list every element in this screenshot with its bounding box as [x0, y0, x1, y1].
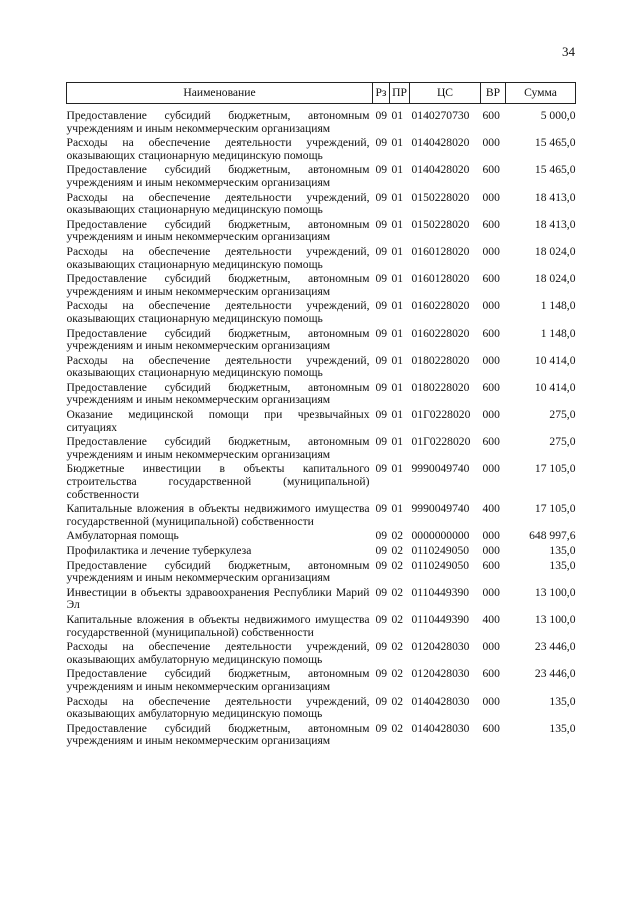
- cell-cs: 0150228020: [411, 217, 470, 231]
- cell-vr: 600: [482, 163, 500, 177]
- cell-sum: 23 446,0: [534, 667, 576, 681]
- table-row: [67, 668, 576, 695]
- cell-name: Бюджетные инвестиции в объекты капитального строительства государственной (муниципальной) собственности: [66, 462, 370, 501]
- header-sum: Сумма: [506, 83, 576, 104]
- table-row: [67, 164, 576, 191]
- table-row: [67, 545, 576, 560]
- cell-pr: 01: [391, 380, 404, 394]
- cell-pr: 01: [391, 217, 404, 231]
- cell-vr: 000: [482, 640, 500, 654]
- cell-name: Оказание медицинской помощи при чрезвычайных ситуациях: [66, 408, 370, 434]
- cell-name: Расходы на обеспечение деятельности учреждений, оказывающих амбулаторную медицинскую помощь: [66, 694, 370, 721]
- cell-vr: 000: [482, 544, 500, 557]
- cell-cs: 0140428020: [411, 136, 470, 150]
- cell-pr: 01: [391, 408, 404, 422]
- table-row: [67, 192, 576, 219]
- cell-sum: 1 148,0: [540, 326, 576, 340]
- cell-cs: 9990049740: [411, 502, 470, 516]
- cell-rz: 09: [375, 272, 388, 286]
- cell-vr: 000: [482, 408, 500, 422]
- cell-name: Расходы на обеспечение деятельности учреждений, оказывающих стационарную медицинскую помощь: [66, 190, 370, 217]
- header-rz: Рз: [373, 83, 390, 104]
- cell-pr: 02: [391, 612, 404, 626]
- cell-name: Предоставление субсидий бюджетным, автономным учреждениям и иным некоммерческим организациям: [66, 558, 370, 585]
- cell-vr: 000: [482, 462, 500, 476]
- cell-pr: 01: [391, 163, 404, 177]
- cell-sum: 15 465,0: [534, 136, 576, 150]
- cell-cs: 0160128020: [411, 272, 470, 286]
- cell-sum: 275,0: [549, 435, 576, 449]
- cell-sum: 18 413,0: [534, 190, 576, 204]
- table-row: [67, 328, 576, 355]
- cell-cs: 0110449390: [411, 612, 470, 626]
- cell-pr: 01: [391, 502, 404, 516]
- cell-name: Предоставление субсидий бюджетным, автономным учреждениям и иным некоммерческим организациям: [66, 380, 370, 407]
- cell-pr: 01: [391, 326, 404, 340]
- cell-cs: 0120428030: [411, 667, 470, 681]
- table-row: [67, 503, 576, 530]
- cell-cs: 0160128020: [411, 244, 470, 258]
- cell-pr: 01: [391, 435, 404, 449]
- cell-pr: 02: [391, 558, 404, 572]
- cell-cs: 0000000000: [411, 529, 470, 543]
- cell-rz: 09: [375, 326, 388, 340]
- cell-cs: 01Г0228020: [411, 408, 471, 422]
- cell-sum: 135,0: [549, 544, 576, 557]
- cell-rz: 09: [375, 109, 388, 122]
- cell-cs: 9990049740: [411, 462, 470, 476]
- cell-rz: 09: [375, 585, 388, 599]
- cell-rz: 09: [375, 190, 388, 204]
- cell-cs: 0180228020: [411, 353, 470, 367]
- cell-name: Предоставление субсидий бюджетным, автономным учреждениям и иным некоммерческим организациям: [66, 326, 370, 353]
- table-row: [67, 614, 576, 641]
- cell-rz: 09: [375, 558, 388, 572]
- cell-pr: 01: [391, 462, 404, 476]
- cell-vr: 600: [482, 558, 500, 572]
- cell-cs: 0110249050: [411, 544, 470, 557]
- table-row: [67, 530, 576, 545]
- cell-vr: 400: [482, 612, 500, 626]
- cell-pr: 02: [391, 667, 404, 681]
- cell-rz: 09: [375, 462, 388, 476]
- table-row: [67, 560, 576, 587]
- cell-rz: 09: [375, 640, 388, 654]
- cell-rz: 09: [375, 435, 388, 449]
- cell-cs: 0160228020: [411, 326, 470, 340]
- cell-pr: 01: [391, 272, 404, 286]
- cell-sum: 135,0: [549, 694, 576, 708]
- table-row: [67, 587, 576, 614]
- cell-name: Профилактика и лечение туберкулеза: [66, 544, 252, 557]
- cell-pr: 01: [391, 244, 404, 258]
- table-row: [67, 219, 576, 246]
- cell-rz: 09: [375, 163, 388, 177]
- table-header-row: [67, 83, 576, 104]
- cell-cs: 0150228020: [411, 190, 470, 204]
- cell-cs: 0140270730: [411, 109, 470, 122]
- cell-pr: 02: [391, 694, 404, 708]
- cell-sum: 17 105,0: [534, 462, 576, 476]
- cell-cs: 01Г0228020: [411, 435, 471, 449]
- cell-name: Предоставление субсидий бюджетным, автономным учреждениям и иным некоммерческим организациям: [66, 109, 370, 135]
- cell-name: Расходы на обеспечение деятельности учреждений, оказывающих стационарную медицинскую помощь: [66, 244, 370, 271]
- cell-vr: 000: [482, 694, 500, 708]
- cell-rz: 09: [375, 529, 388, 543]
- cell-vr: 600: [482, 380, 500, 394]
- cell-name: Расходы на обеспечение деятельности учреждений, оказывающих стационарную медицинскую помощь: [66, 136, 370, 162]
- cell-name: Инвестиции в объекты здравоохранения Республики Марий Эл: [66, 585, 370, 612]
- header-cs: ЦС: [410, 83, 481, 104]
- cell-rz: 09: [375, 353, 388, 367]
- cell-vr: 600: [482, 272, 500, 286]
- cell-pr: 02: [391, 721, 404, 735]
- cell-rz: 09: [375, 502, 388, 516]
- cell-name: Расходы на обеспечение деятельности учреждений, оказывающих амбулаторную медицинскую помощь: [66, 640, 370, 666]
- page-number: 34: [562, 44, 575, 59]
- cell-sum: 18 024,0: [534, 244, 576, 258]
- cell-pr: 02: [391, 544, 404, 557]
- cell-sum: 10 414,0: [534, 353, 576, 367]
- table-row: [67, 382, 576, 409]
- cell-pr: 01: [391, 136, 404, 150]
- cell-rz: 09: [375, 380, 388, 394]
- cell-sum: 18 024,0: [534, 272, 576, 286]
- cell-vr: 600: [482, 217, 500, 231]
- cell-name: Расходы на обеспечение деятельности учреждений, оказывающих стационарную медицинскую помощь: [66, 299, 370, 325]
- cell-vr: 400: [482, 502, 500, 516]
- cell-pr: 01: [391, 109, 404, 122]
- table-row: [67, 355, 576, 382]
- budget-table: [66, 82, 576, 750]
- cell-cs: 0110449390: [411, 585, 470, 599]
- table-row: [67, 137, 576, 164]
- cell-vr: 000: [482, 585, 500, 599]
- cell-vr: 600: [482, 326, 500, 340]
- cell-cs: 0140428030: [411, 694, 470, 708]
- cell-sum: 18 413,0: [534, 217, 576, 231]
- cell-name: Расходы на обеспечение деятельности учреждений, оказывающих стационарную медицинскую помощь: [66, 353, 370, 380]
- cell-sum: 135,0: [549, 721, 576, 735]
- cell-name: Предоставление субсидий бюджетным, автономным учреждениям и иным некоммерческим организациям: [66, 435, 370, 461]
- cell-sum: 13 100,0: [534, 612, 576, 626]
- cell-sum: 275,0: [549, 408, 576, 422]
- cell-name: Предоставление субсидий бюджетным, автономным учреждениям и иным некоммерческим организациям: [66, 721, 370, 748]
- cell-pr: 02: [391, 585, 404, 599]
- cell-rz: 09: [375, 217, 388, 231]
- cell-sum: 1 148,0: [540, 299, 576, 313]
- cell-rz: 09: [375, 667, 388, 681]
- cell-sum: 23 446,0: [534, 640, 576, 654]
- cell-rz: 09: [375, 544, 388, 557]
- cell-vr: 000: [482, 136, 500, 150]
- cell-rz: 09: [375, 299, 388, 313]
- cell-cs: 0160228020: [411, 299, 470, 313]
- cell-sum: 15 465,0: [534, 163, 576, 177]
- cell-vr: 000: [482, 244, 500, 258]
- table-row: [67, 696, 576, 723]
- cell-name: Предоставление субсидий бюджетным, автономным учреждениям и иным некоммерческим организациям: [66, 163, 370, 189]
- cell-cs: 0140428020: [411, 163, 470, 177]
- cell-rz: 09: [375, 136, 388, 150]
- cell-rz: 09: [375, 721, 388, 735]
- cell-name: Предоставление субсидий бюджетным, автономным учреждениям и иным некоммерческим организациям: [66, 217, 370, 244]
- cell-sum: 135,0: [549, 558, 576, 572]
- cell-rz: 09: [375, 408, 388, 422]
- cell-sum: 648 997,6: [529, 529, 576, 543]
- cell-name: Предоставление субсидий бюджетным, автономным учреждениям и иным некоммерческим организациям: [66, 272, 370, 298]
- table-row: [67, 273, 576, 300]
- cell-cs: 0110249050: [411, 558, 470, 572]
- cell-vr: 600: [482, 435, 500, 449]
- cell-sum: 13 100,0: [534, 585, 576, 599]
- cell-sum: 10 414,0: [534, 380, 576, 394]
- cell-pr: 01: [391, 353, 404, 367]
- header-pr: ПР: [390, 83, 410, 104]
- cell-cs: 0140428030: [411, 721, 470, 735]
- cell-sum: 17 105,0: [534, 502, 576, 516]
- table-row: [67, 436, 576, 463]
- cell-vr: 600: [482, 721, 500, 735]
- cell-pr: 01: [391, 299, 404, 313]
- cell-pr: 02: [391, 529, 404, 543]
- cell-name: Капитальные вложения в объекты недвижимого имущества государственной (муниципальной) собственности: [66, 612, 370, 639]
- cell-vr: 000: [482, 299, 500, 313]
- table-row: [67, 641, 576, 668]
- cell-name: Предоставление субсидий бюджетным, автономным учреждениям и иным некоммерческим организациям: [66, 667, 370, 693]
- cell-sum: 5 000,0: [540, 109, 576, 122]
- cell-vr: 000: [482, 529, 500, 543]
- cell-rz: 09: [375, 694, 388, 708]
- cell-vr: 600: [482, 109, 500, 122]
- cell-cs: 0180228020: [411, 380, 470, 394]
- table-row: [67, 409, 576, 436]
- table-row: [67, 246, 576, 273]
- cell-rz: 09: [375, 244, 388, 258]
- header-vr: ВР: [481, 83, 506, 104]
- cell-pr: 01: [391, 190, 404, 204]
- cell-vr: 600: [482, 667, 500, 681]
- cell-vr: 000: [482, 353, 500, 367]
- cell-rz: 09: [375, 612, 388, 626]
- cell-vr: 000: [482, 190, 500, 204]
- table-row: [67, 104, 576, 138]
- table-row: [67, 300, 576, 327]
- cell-name: Амбулаторная помощь: [66, 529, 179, 543]
- cell-pr: 02: [391, 640, 404, 654]
- header-name: Наименование: [67, 83, 373, 104]
- cell-cs: 0120428030: [411, 640, 470, 654]
- cell-name: Капитальные вложения в объекты недвижимого имущества государственной (муниципальной) собственности: [66, 502, 370, 528]
- table-row: [67, 463, 576, 503]
- table-row: [67, 723, 576, 750]
